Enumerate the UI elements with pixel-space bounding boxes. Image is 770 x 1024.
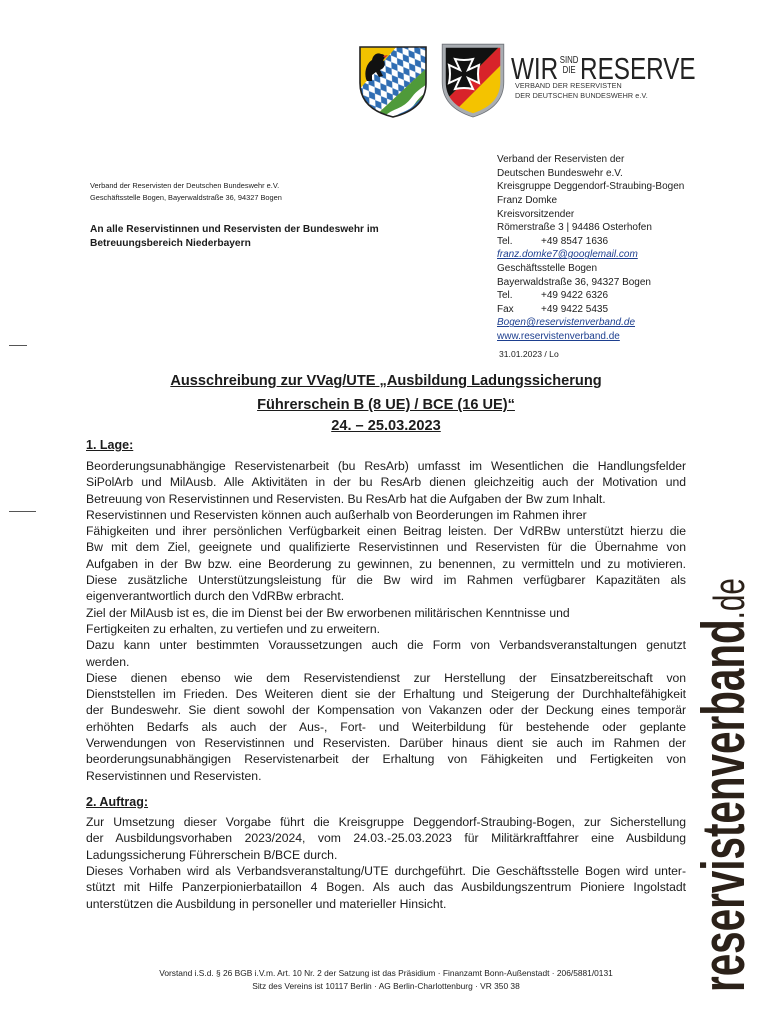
contact-role: Kreisvorsitzender: [497, 208, 575, 220]
title-line-2: Führerschein B (8 UE) / BCE (16 UE)“: [257, 397, 515, 413]
website-row: [497, 330, 684, 344]
org-name-line-1: VERBAND DER RESERVISTEN: [515, 81, 622, 90]
contact-org-1: Verband der Reservisten der: [497, 154, 625, 166]
section-heading-auftrag: 2. Auftrag:: [86, 795, 149, 809]
reservist-shield-iron-cross-icon: [440, 42, 506, 118]
contact-email-row: [497, 248, 684, 262]
body-text-line: Diese dienen ebenso wie dem Reservistendienst zur Herstellung der Einsatzbereitschaft von: [86, 670, 686, 685]
contact-group: Kreisgruppe Deggendorf-Straubing-Bogen: [497, 181, 685, 193]
body-text-line: Dieses Vorhaben wird als Verbandsveranstaltung/UTE durchgeführt. Die Geschäftsstelle Bogen wird unter-: [86, 863, 686, 878]
body-text-line: eigenverantwortlich durch den VdRBw erbracht.: [86, 589, 345, 604]
date-reference: 31.01.2023 / Lo: [499, 349, 559, 359]
sender-return-address: [90, 180, 282, 204]
body-text-line: unterstützen die Ausbildung in personeller und materieller Hinsicht.: [86, 896, 447, 911]
office-phone-number: +49 9422 6326: [541, 290, 609, 302]
body-text-line: Ziel der MilAusb ist es, die im Dienst bei der Bw erworbenen militärischen Kenntnisse und: [86, 605, 570, 620]
phone-number: +49 8547 1636: [541, 235, 609, 247]
body-text-line: Zur Umsetzung dieser Vorgabe führt die Kreisgruppe Deggendorf-Straubing-Bogen, zur Sicherstellung: [86, 814, 686, 829]
office-fax-number: +49 9422 5435: [541, 303, 609, 315]
fold-mark: [9, 345, 27, 346]
coat-of-arms-icon: [358, 45, 428, 119]
body-text-line: Aufgaben in der Bw bzw. eine Beorderung zu gewinnen, zu benennen, zu vermitteln und zu motivieren.: [86, 556, 686, 571]
website-link[interactable]: www.reservistenverband.de: [497, 330, 620, 342]
contact-email-link[interactable]: franz.domke7@googlemail.com: [497, 249, 638, 261]
body-text-line: Diese zusätzliche Unterstützungsleistung für die Bw wird im Rahmen verfügbarer Kapazitäten als: [86, 573, 686, 588]
body-text-line: der Ausbildungsvorhaben 2023/2024, vom 24.03.-25.03.2023 für Militärkraftfahrer eine Ausbildung: [86, 831, 686, 846]
body-text-line: Betreuung von Reservistinnen und Reservisten. Bu ResArb hat die Aufgaben der Bw zum Inhalt.: [86, 491, 606, 506]
body-text-line: Ladungssicherung Führerschein B/BCE durch.: [86, 847, 338, 862]
office-address: Bayerwaldstraße 36, 94327 Bogen: [497, 276, 651, 288]
recipient-address: [90, 223, 379, 251]
footer-line-2: Sitz des Vereins ist 10117 Berlin · AG Berlin-Charlottenburg · VR 350 38: [252, 981, 520, 991]
body-text-line: Fertigkeiten zu erhalten, zu vertiefen und zu erweitern.: [86, 621, 381, 636]
body-text-line: Reservistinnen und Reservisten können auch außerhalb von Beorderungen im Rahmen ihrer: [86, 507, 587, 522]
phone-label: Tel.: [497, 235, 513, 247]
office-phone: [497, 289, 684, 303]
wordmark-die: DIE: [562, 65, 576, 76]
body-text-line: Reservistinnen und Reservisten.: [86, 768, 262, 783]
body-text-line: Dazu kann unter bestimmten Voraussetzungen auch die Form von Verbandsveranstaltungen genutzt: [86, 638, 686, 653]
section-body-auftrag: [86, 814, 686, 912]
body-text-line: werden.: [86, 654, 130, 669]
body-text-line: Fähigkeiten und ihrer persönlichen Verfügbarkeit einen Beitrag leisten. Der VdRBw unterstützt hierzu die: [86, 524, 686, 539]
office-fax: [497, 303, 684, 317]
wordmark-stack: [560, 53, 579, 76]
sender-line-2: Geschäftsstelle Bogen, Bayerwaldstraße 36, 94327 Bogen: [90, 193, 282, 202]
section-heading-lage: 1. Lage:: [86, 438, 134, 452]
body-text-line: stützt mit Hilfe Panzerpionierbataillon 4 Bogen. Als auch das Ausbildungszentrum Pioniere Ingolstadt: [86, 880, 686, 895]
contact-person: Franz Domke: [497, 194, 558, 206]
body-text-line: Dienststellen im Frieden. Des Weiteren dient sie der Erhaltung und Steigerung der Durchhaltefähigkeit: [86, 687, 686, 702]
body-text-line: Verwendungen von Reservistinnen und Reservisten. Darüber hinaus dient sie auch im Rahmen der: [86, 736, 686, 751]
contact-block: [497, 153, 684, 343]
recipient-line-1: An alle Reservistinnen und Reservisten der Bundeswehr im: [90, 224, 379, 235]
wordmark-wir: WIR: [511, 51, 559, 86]
brand-tld: .de: [705, 578, 754, 620]
org-name-line-2: DER DEUTSCHEN BUNDESWEHR e.V.: [515, 91, 648, 100]
brand-text: [690, 578, 764, 992]
body-text-line: erhöhten Bedarfs als auch der Aus-, Fort- und Weiterbildung für bestehende oder geplante: [86, 719, 686, 734]
office-phone-label: Tel.: [497, 290, 513, 302]
contact-org-2: Deutschen Bundeswehr e.V.: [497, 167, 623, 179]
wordmark-sind: SIND: [559, 55, 579, 66]
contact-phone: [497, 235, 684, 249]
title-line-1: Ausschreibung zur VVag/UTE „Ausbildung Ladungssicherung: [170, 373, 602, 389]
body-text-line: Bw mit dem Ziel, geeignete und qualifizierte Reservistinnen und Reservisten für die Übernahme von: [86, 540, 686, 555]
body-text-line: der Bundeswehr. Sie dient sowohl der Kompensation von Vakanzen oder der Deckung eines temporär: [86, 703, 686, 718]
office-name: Geschäftsstelle Bogen: [497, 262, 598, 274]
footer-line-1: Vorstand i.S.d. § 26 BGB i.V.m. Art. 10 Nr. 2 der Satzung ist das Präsidium · Finanzamt Bonn-Außenstadt · 206/5881/0131: [159, 968, 613, 978]
vertical-brand-wordmark: [690, 578, 757, 992]
wordmark-reserve: RESERVE: [580, 51, 696, 86]
sender-line-1: Verband der Reservisten der Deutschen Bundeswehr e.V.: [90, 181, 280, 190]
recipient-line-2: Betreuungsbereich Niederbayern: [90, 238, 251, 249]
office-email-link[interactable]: Bogen@reservistenverband.de: [497, 317, 636, 329]
body-text-line: SiPolArb und MilAusb. Alle Aktivitäten in der bu ResArb dienen gleichzeitig auch der Motivation und: [86, 475, 686, 490]
fold-mark: [9, 511, 36, 512]
brand-name: reservistenverband: [690, 619, 757, 992]
body-text-line: beorderungsunabhängigen Reservistenarbeit der Erhaltung von Fähigkeiten und Fertigkeiten von: [86, 752, 686, 767]
section-body-lage: [86, 458, 686, 784]
body-text-line: Beorderungsunabhängige Reservistenarbeit (bu ResArb) umfasst im Wesentlichen die Handlungsfelder: [86, 459, 686, 473]
title-line-3: 24. – 25.03.2023: [331, 418, 441, 434]
office-fax-label: Fax: [497, 303, 514, 315]
contact-address: Römerstraße 3 | 94486 Osterhofen: [497, 222, 652, 234]
office-email-row: [497, 316, 684, 330]
